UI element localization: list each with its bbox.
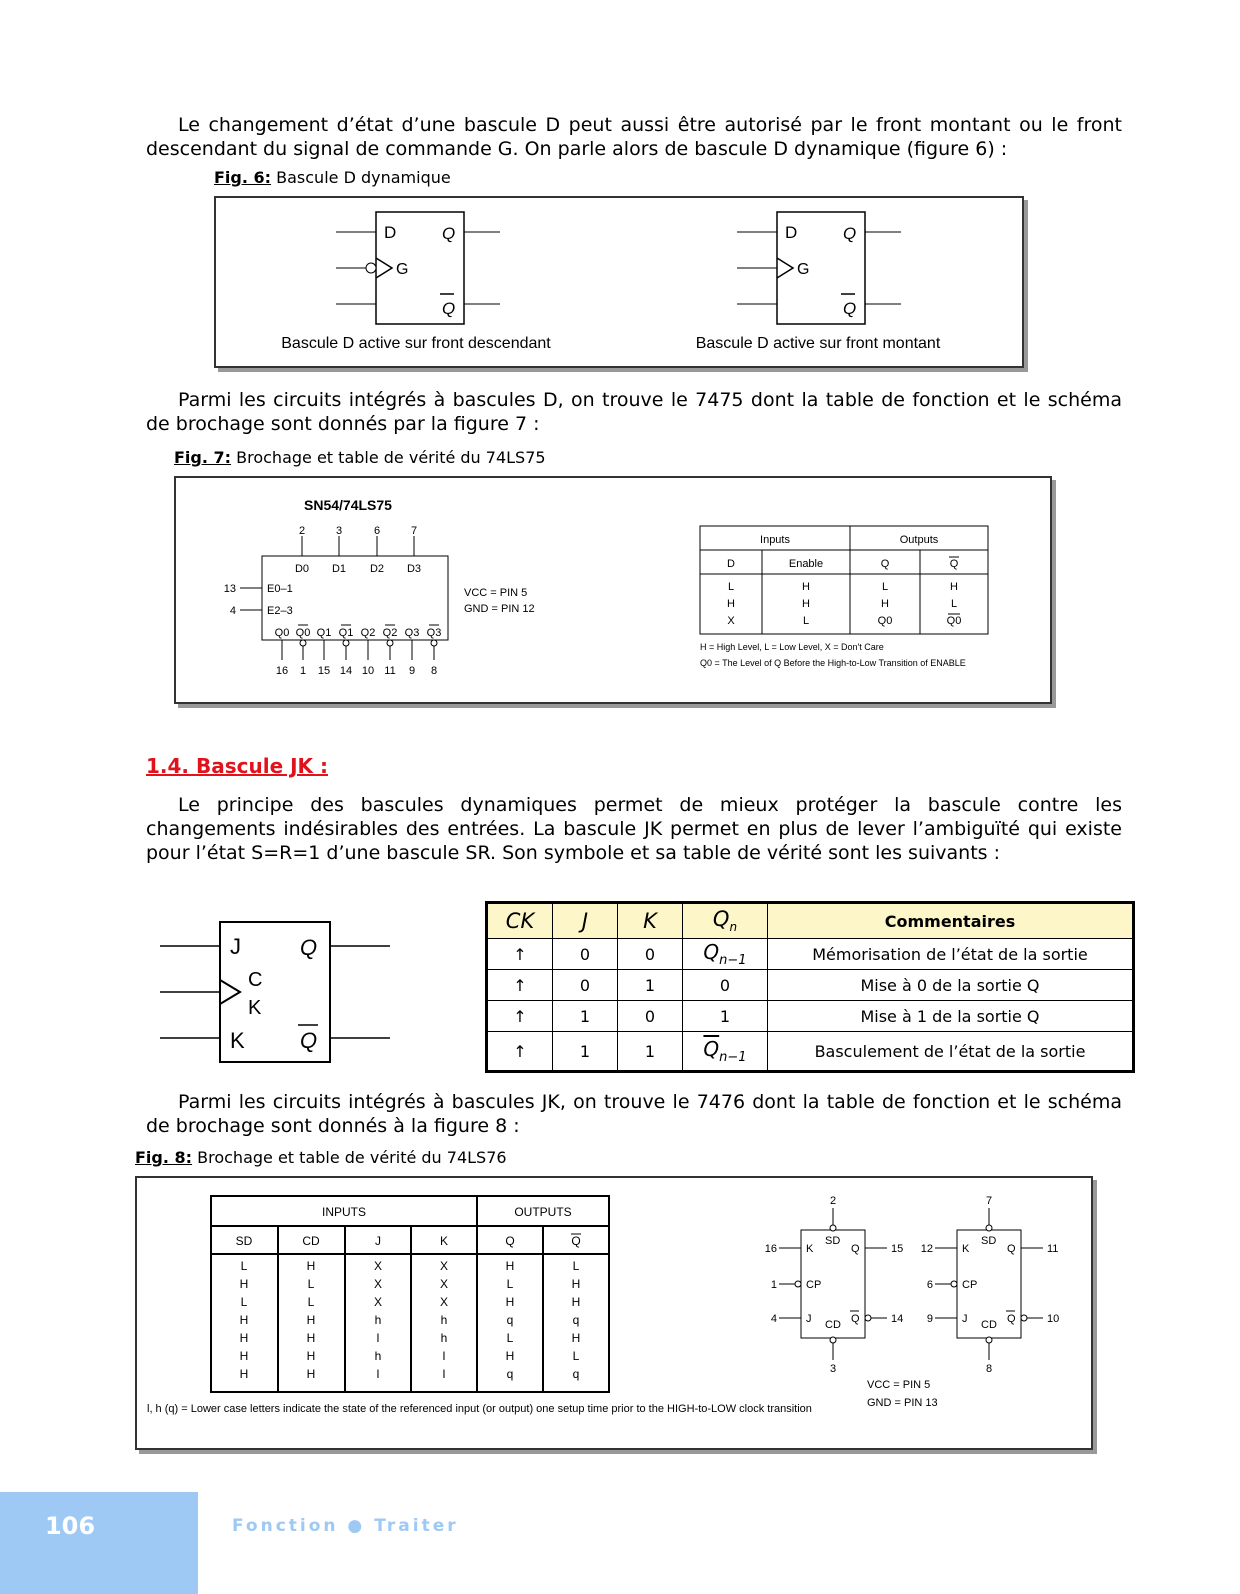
outputs-header: Outputs xyxy=(899,534,939,546)
table-cell: h xyxy=(374,1313,382,1327)
qn-letter: Q xyxy=(712,907,730,932)
col-qn xyxy=(683,903,768,939)
cell: Q0 xyxy=(946,615,962,627)
flipflop-jk-2 xyxy=(921,1195,1060,1375)
cell-ck: ↑ xyxy=(487,939,553,970)
chip-7475-name: SN54/74LS75 xyxy=(304,497,392,513)
fig6-label: Fig. 6: xyxy=(214,168,272,187)
fig6-caption xyxy=(214,168,451,187)
pin-13: 13 xyxy=(223,583,236,595)
pin-10: 10 xyxy=(361,665,375,677)
label-j: J xyxy=(806,1313,812,1325)
output-pins xyxy=(275,625,442,677)
q-letter: Q xyxy=(703,940,720,964)
e01-label: E0–1 xyxy=(267,583,293,595)
table-cell: X xyxy=(373,1295,383,1309)
table-cell: L xyxy=(307,1295,315,1309)
jk-j-label: J xyxy=(230,934,241,959)
cell-q xyxy=(683,939,768,970)
cell-j: 1 xyxy=(553,1032,618,1072)
fig8-title: Brochage et table de vérité du 74LS76 xyxy=(197,1148,507,1167)
label-qbar: Q xyxy=(851,1313,860,1325)
jk-q-label: Q xyxy=(300,935,318,960)
e23-label: E2–3 xyxy=(267,605,293,617)
ff1-caption: Bascule D active sur front descendant xyxy=(281,335,551,352)
jk-qbar-label: Q xyxy=(300,1028,318,1053)
qbar-letter: $\overline{Q}$ xyxy=(703,1037,720,1061)
table-cell: L xyxy=(506,1331,514,1345)
cell-j: 0 xyxy=(553,970,618,1001)
fig7-diagram xyxy=(176,478,1050,702)
pin-bottom: 3 xyxy=(829,1363,837,1375)
col-enable: Enable xyxy=(788,558,824,570)
table-cell: l xyxy=(376,1331,380,1345)
note-levels: H = High Level, L = Low Level, X = Don't Care xyxy=(700,642,884,652)
col-d: D xyxy=(727,558,735,570)
col-k: K xyxy=(439,1234,449,1248)
vcc-label: VCC = PIN 5 xyxy=(464,587,528,599)
pin-cp: 1 xyxy=(770,1279,777,1291)
table-cell: H xyxy=(239,1277,249,1291)
cell-j: 0 xyxy=(553,939,618,970)
fig8-label: Fig. 8: xyxy=(135,1148,193,1167)
q0-label: Q0 xyxy=(274,627,290,639)
table-cell: H xyxy=(505,1295,515,1309)
label-j: J xyxy=(962,1313,968,1325)
pin-j: 4 xyxy=(770,1313,777,1325)
cell-comment: Mémorisation de l’état de la sortie xyxy=(768,939,1134,970)
jk-truth-table xyxy=(485,901,1135,1073)
table-row xyxy=(487,970,1134,1001)
col-qbar: Q xyxy=(949,558,959,570)
table-cell: H xyxy=(505,1349,515,1363)
table-cell: H xyxy=(239,1367,249,1381)
col-j: J xyxy=(375,1234,381,1248)
col-qbar: Q xyxy=(571,1234,581,1248)
vcc-label: VCC = PIN 5 xyxy=(867,1379,931,1391)
table-cell: l xyxy=(442,1349,446,1363)
table-cell: H xyxy=(571,1331,581,1345)
pin-k: 12 xyxy=(920,1243,933,1255)
pin-k: 16 xyxy=(764,1243,777,1255)
paragraph-jk-intro: Le principe des bascules dynamiques permet de mieux protéger la bascule contre les changements indésirables des entrées. La bascule JK permet en plus de lever l’ambiguïté qui existe pour l’état S=R=1 d’une bascule SR. Son symbole et sa table de vérité sont les suivants : xyxy=(146,794,1122,864)
pin-6: 6 xyxy=(373,525,381,537)
q-sub: n−1 xyxy=(719,1050,747,1065)
q2bar-label: Q2 xyxy=(382,627,398,639)
label-cp: CP xyxy=(962,1279,978,1291)
table-cell: L xyxy=(572,1349,580,1363)
table-cell: l xyxy=(442,1367,446,1381)
ff1-d-label: D xyxy=(384,223,397,242)
cell-j: 1 xyxy=(553,1001,618,1032)
col-ck: CK xyxy=(487,903,553,939)
table-row xyxy=(487,1032,1134,1072)
cell-comment: Basculement de l’état de la sortie xyxy=(768,1032,1134,1072)
table-cell: H xyxy=(306,1259,316,1273)
ff1-g-label: G xyxy=(396,261,409,278)
cell: L xyxy=(727,581,735,593)
table-cell: h xyxy=(440,1331,448,1345)
ff2-caption: Bascule D active sur front montant xyxy=(695,335,941,352)
outputs-header: OUTPUTS xyxy=(514,1205,572,1219)
jk-k-inner-label: K xyxy=(248,997,262,1019)
ff2-q-label: Q xyxy=(843,224,857,243)
col-q: Q xyxy=(505,1234,515,1248)
table-row xyxy=(487,1001,1134,1032)
label-sd: SD xyxy=(981,1235,997,1247)
q1bar-label: Q1 xyxy=(338,627,354,639)
flipflop-jk-1 xyxy=(765,1195,904,1375)
label-k: K xyxy=(806,1243,814,1255)
cell-k: 0 xyxy=(618,1001,683,1032)
table-cell: H xyxy=(306,1313,316,1327)
paragraph-intro-d-dynamic: Le changement d’état d’une bascule D peut aussi être autorisé par le front montant ou le front descendant du signal de commande G. On parle alors de bascule D dynamique (figure 6) : xyxy=(146,114,1122,160)
pin-16: 16 xyxy=(275,665,289,677)
pin-qbar: 10 xyxy=(1047,1313,1060,1325)
pin-top: 2 xyxy=(829,1195,837,1207)
table-cell: q xyxy=(506,1367,514,1381)
table-cell: l xyxy=(376,1367,380,1381)
cell-k: 1 xyxy=(618,1032,683,1072)
cell: Q0 xyxy=(877,615,893,627)
cell-q: 0 xyxy=(683,970,768,1001)
table-cell: H xyxy=(505,1259,515,1273)
table-cell: q xyxy=(506,1313,514,1327)
footer-page-tab xyxy=(0,1492,198,1594)
pin-2: 2 xyxy=(298,525,306,537)
pin-7: 7 xyxy=(410,525,418,537)
d0-label: D0 xyxy=(294,563,310,575)
d1-label: D1 xyxy=(331,563,347,575)
ff1-qbar-label: Q xyxy=(442,299,456,318)
fig7-box xyxy=(174,476,1052,704)
pin-9: 9 xyxy=(408,665,416,677)
pin-8: 8 xyxy=(430,665,438,677)
inputs-header: Inputs xyxy=(760,534,790,546)
cell: L xyxy=(881,581,889,593)
table-cell: X xyxy=(439,1277,449,1291)
cell: H xyxy=(802,581,810,593)
fig6-diagram xyxy=(216,198,1022,366)
cell: H xyxy=(727,598,735,610)
q0bar-label: Q0 xyxy=(295,627,311,639)
d2-label: D2 xyxy=(369,563,385,575)
table-cell: q xyxy=(572,1367,580,1381)
cell: H xyxy=(950,581,958,593)
pin-q: 15 xyxy=(891,1243,904,1255)
pin-j: 9 xyxy=(926,1313,933,1325)
table-cell: L xyxy=(240,1259,248,1273)
table-header-row xyxy=(487,903,1134,939)
fig7-label: Fig. 7: xyxy=(174,448,232,467)
cell-comment: Mise à 1 de la sortie Q xyxy=(768,1001,1134,1032)
cell: H xyxy=(802,598,810,610)
cell: L xyxy=(950,598,958,610)
q2-label: Q2 xyxy=(360,627,376,639)
cell-ck: ↑ xyxy=(487,970,553,1001)
label-cd: CD xyxy=(981,1319,997,1331)
qn-sub: n xyxy=(729,920,738,935)
table-cell: X xyxy=(439,1259,449,1273)
pin-3: 3 xyxy=(335,525,343,537)
table-cell: H xyxy=(306,1367,316,1381)
fig6-box xyxy=(214,196,1024,368)
jk-symbol xyxy=(156,916,396,1066)
gnd-label: GND = PIN 13 xyxy=(867,1397,938,1409)
cell: H xyxy=(881,598,889,610)
cell: X xyxy=(727,615,735,627)
col-cd: CD xyxy=(302,1234,320,1248)
note-q0: Q0 = The Level of Q Before the High-to-Low Transition of ENABLE xyxy=(700,658,966,668)
page-number: 106 xyxy=(44,1512,96,1540)
table-cell: q xyxy=(572,1313,580,1327)
pin-14: 14 xyxy=(339,665,353,677)
q1-label: Q1 xyxy=(316,627,332,639)
inputs-header: INPUTS xyxy=(321,1205,367,1219)
label-cd: CD xyxy=(825,1319,841,1331)
table-cell: h xyxy=(374,1349,382,1363)
cell-ck: ↑ xyxy=(487,1032,553,1072)
table-cell: H xyxy=(306,1349,316,1363)
label-cp: CP xyxy=(806,1279,822,1291)
table-cell: H xyxy=(571,1295,581,1309)
table-row xyxy=(487,939,1134,970)
table-cell: H xyxy=(239,1331,249,1345)
flipflop-d-falling xyxy=(281,212,551,352)
section-heading-jk: 1.4. Bascule JK : xyxy=(146,754,329,778)
flipflop-d-rising xyxy=(696,212,941,352)
table-7476 xyxy=(147,1196,812,1415)
pin-qbar: 14 xyxy=(891,1313,904,1325)
jk-c-label: C xyxy=(248,969,263,991)
table-7475 xyxy=(700,526,988,668)
jk-k-label: K xyxy=(230,1028,245,1053)
note-lowercase: l, h (q) = Lower case letters indicate the state of the referenced input (or output) one setup time prior to the HIGH-to-LOW clock transition xyxy=(147,1403,812,1415)
cell-k: 1 xyxy=(618,970,683,1001)
label-q: Q xyxy=(851,1243,860,1255)
enable-pins xyxy=(224,583,293,617)
cell: L xyxy=(802,615,810,627)
table-cell: X xyxy=(373,1277,383,1291)
table-cell: H xyxy=(239,1313,249,1327)
label-qbar: Q xyxy=(1007,1313,1016,1325)
col-q: Q xyxy=(880,558,890,570)
table-cell: H xyxy=(239,1349,249,1363)
table-cell: X xyxy=(373,1259,383,1273)
col-sd: SD xyxy=(235,1234,253,1248)
label-sd: SD xyxy=(825,1235,841,1247)
table-cell: X xyxy=(439,1295,449,1309)
fig6-title: Bascule D dynamique xyxy=(276,168,451,187)
fig8-box xyxy=(135,1176,1093,1450)
cell-q: 1 xyxy=(683,1001,768,1032)
paragraph-7475: Parmi les circuits intégrés à bascules D, on trouve le 7475 dont la table de fonction et le schéma de brochage sont donnés par la figure 7 : xyxy=(146,389,1122,435)
ff2-d-label: D xyxy=(785,223,798,242)
table-cell: h xyxy=(440,1313,448,1327)
pin-cp: 6 xyxy=(926,1279,933,1291)
pin-15: 15 xyxy=(317,665,331,677)
q-sub: n−1 xyxy=(719,953,747,968)
pin-11: 11 xyxy=(384,665,396,677)
pin-4: 4 xyxy=(229,605,236,617)
q3-label: Q3 xyxy=(404,627,420,639)
table-cell: H xyxy=(306,1331,316,1345)
fig8-caption xyxy=(135,1148,507,1167)
paragraph-7476: Parmi les circuits intégrés à bascules JK, on trouve le 7476 dont la table de fonction et le schéma de brochage sont donnés à la figure 8 : xyxy=(146,1091,1122,1137)
cell-comment: Mise à 0 de la sortie Q xyxy=(768,970,1134,1001)
fig7-title: Brochage et table de vérité du 74LS75 xyxy=(236,448,546,467)
pin-top: 7 xyxy=(985,1195,993,1207)
pin-1: 1 xyxy=(299,665,307,677)
footer-text: Fonction ● Traiter xyxy=(232,1516,459,1536)
cell-k: 0 xyxy=(618,939,683,970)
ff2-g-label: G xyxy=(797,261,810,278)
label-q: Q xyxy=(1007,1243,1016,1255)
pin-bottom: 8 xyxy=(985,1363,993,1375)
q3bar-label: Q3 xyxy=(426,627,442,639)
table-cell: L xyxy=(240,1295,248,1309)
d3-label: D3 xyxy=(406,563,422,575)
table-cell: L xyxy=(572,1259,580,1273)
top-pins xyxy=(295,525,421,575)
table-cell: H xyxy=(571,1277,581,1291)
fig8-diagram xyxy=(137,1178,1091,1448)
cell-ck: ↑ xyxy=(487,1001,553,1032)
label-k: K xyxy=(962,1243,970,1255)
col-comments: Commentaires xyxy=(768,903,1134,939)
table-cell: L xyxy=(307,1277,315,1291)
pin-q: 11 xyxy=(1047,1243,1059,1255)
ff2-qbar-label: Q xyxy=(843,299,857,318)
col-j: J xyxy=(553,903,618,939)
ff1-q-label: Q xyxy=(442,224,456,243)
cell-q xyxy=(683,1032,768,1072)
col-k: K xyxy=(618,903,683,939)
gnd-label: GND = PIN 12 xyxy=(464,603,535,615)
fig7-caption xyxy=(174,448,546,467)
table-cell: L xyxy=(506,1277,514,1291)
